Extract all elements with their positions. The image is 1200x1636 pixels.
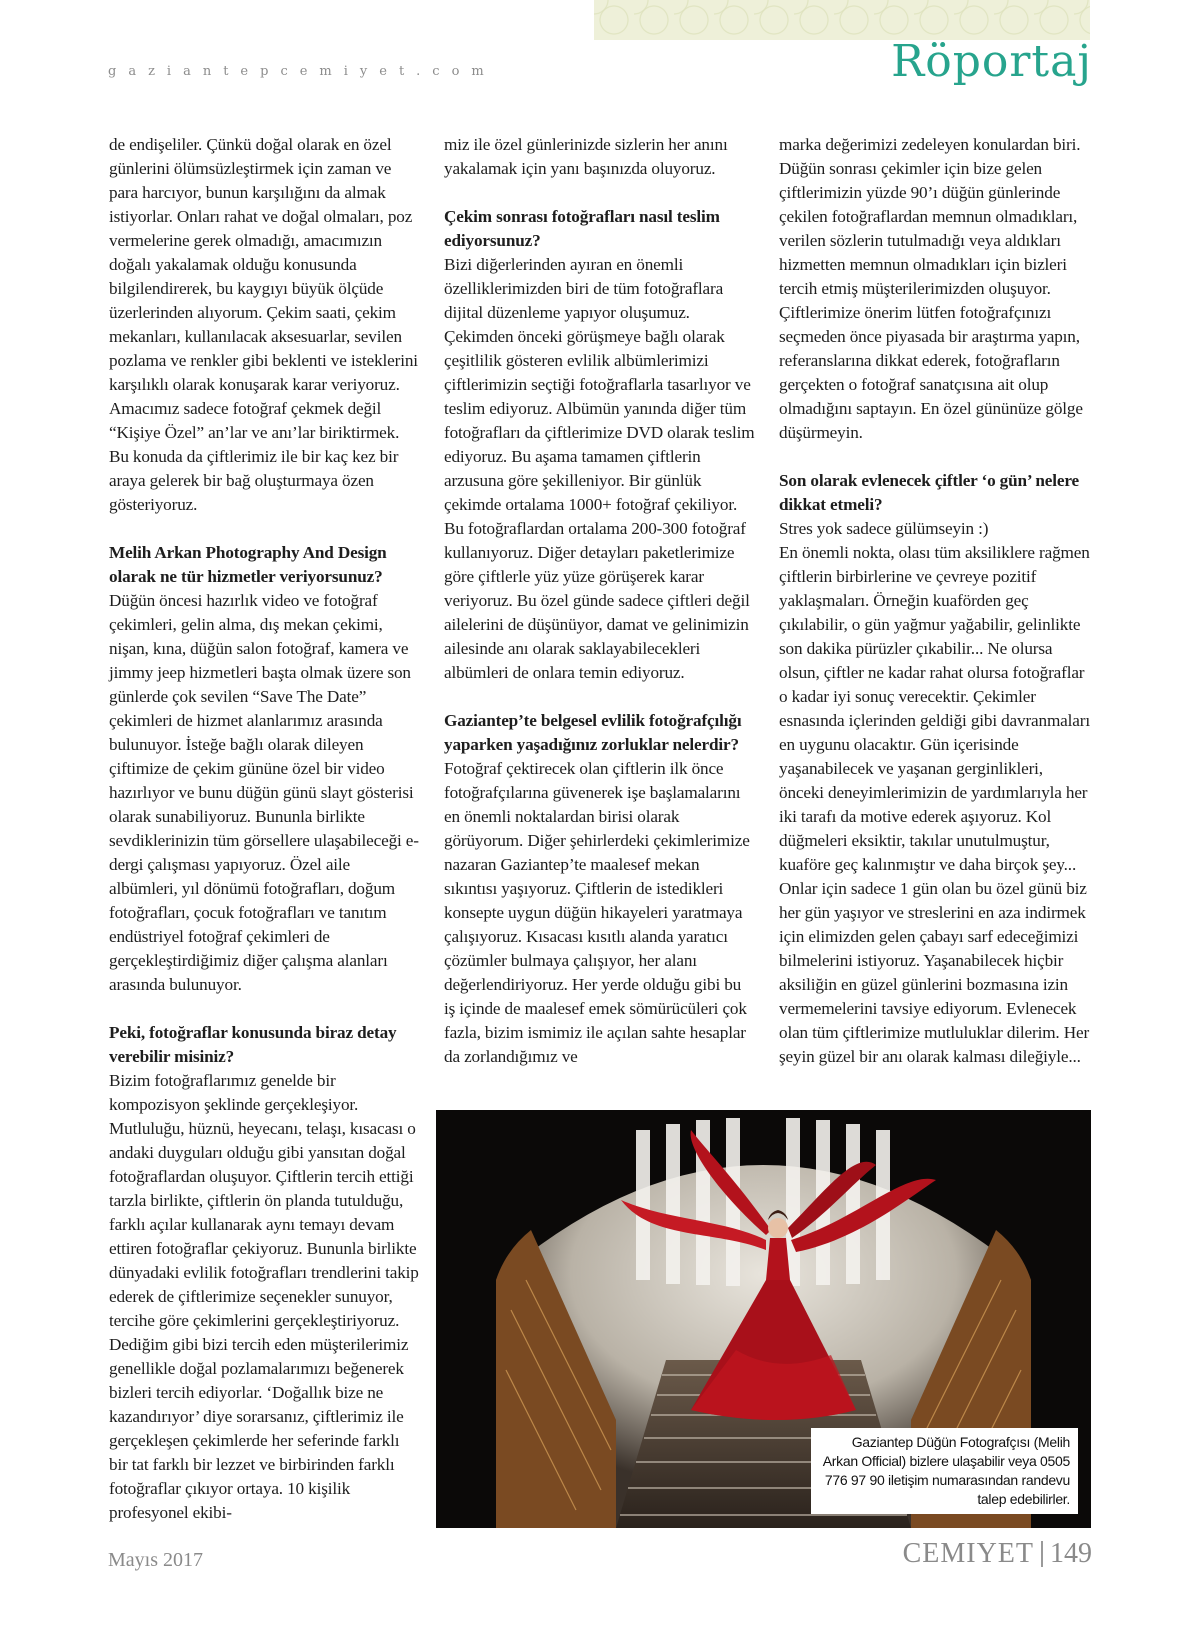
paragraph: Fotoğraf çektirecek olan çiftlerin ilk önce fotoğrafçılarına güvenerek işe başlamalarını en önemli noktalardan birisi olarak görüyorum. Diğer şehirlerdeki çekimlerimize nazaran Gaziantep’te maalesef mekan sıkıntısı yaşıyoruz. Çiftlerin de istedikleri konsepte uygun düğün hikayeleri yaratmaya çalışıyoruz. Kısacası kısıtlı alanda yaratıcı çözümler bulmaya çalışıyor, her alanı değerlendiriyoruz. Her yerde olduğu gibi bu iş içinde de maalesef emek sömürücüleri çok fazla, bizim ismimiz ile açılan sahte hesaplar da zorlandığımız ve xyxy=(444,759,750,1066)
paragraph: Stres yok sadece gülümseyin :) xyxy=(779,519,989,538)
footer-divider xyxy=(1041,1541,1043,1567)
paragraph: Bizim fotoğraflarımız genelde bir kompozisyon şeklinde gerçekleşiyor. Mutluluğu, hüznü, heyecanı, telaşı, kısacası o andaki duyguları olduğu gibi yansıtan doğal fotoğraflardan oluşuyor. Çiftlerin tercih ettiği tarzla birlikte, çiftlerin ön planda tutulduğu, farklı açılar kullanarak aynı temayı devam ettiren fotoğraflar çekiyoruz. Bununla birlikte dünyadaki evlilik fotoğrafları trendlerini takip ederek de çiftlerimize seçenekler sunuyor, tercihe göre çekimlerini gerçekleştiriyoruz. Dediğim gibi bizi tercih eden müşterilerimiz genellikle doğal pozlamalarımızı beğenerek bizleri tercih ediyorlar. ‘Doğallık bize ne kazandırıyor’ diye sorarsanız, çiftlerimiz ile gerçekleşen çekimlerde her seferinde farklı bir tat farklı bir lezzet ve birbirinden farklı fotoğraflar çıkıyor ortaya. 10 kişilik profesyonel ekibi- xyxy=(109,1071,419,1522)
section-title: Röportaj xyxy=(891,36,1092,87)
issue-date: Mayıs 2017 xyxy=(108,1549,203,1571)
site-url: gaziantepcemiyet.com xyxy=(108,64,496,79)
photo-caption: Gaziantep Düğün Fotografçısı (Melih Arkan Official) bizlere ulaşabilir veya 0505 776 97 90 iletişim numarasından randevu talep edebilirler. xyxy=(811,1428,1078,1514)
paragraph: marka değerimizi zedeleyen konulardan biri. Düğün sonrası çekimler için bize gelen çiftlerimizin yüzde 90’ı düğün günlerinde çekilen fotoğraflardan memnun olmadıkları, verilen sözlerin tutulmadığı veya aldıkları hizmetten memnun olmadıkları için bizleri tercih etmiş müşterilerimizden oluşuyor. Çiftlerimize önerim lütfen fotoğrafçınızı seçmeden önce piyasada bir araştırma yapın, referanslarına dikkat ederek, fotoğrafların gerçekten o fotoğraf sanatçısına ait olup olmadığını saptayın. En özel gününüze gölge düşürmeyin. xyxy=(779,135,1083,442)
paragraph: de endişeliler. Çünkü doğal olarak en özel günlerini ölümsüzleştirmek için zaman ve para harcıyor, bunun karşılığını da almak istiyorlar. Onları rahat ve doğal olmaları, poz vermelerine gerek olmadığı, amacımızın doğalı yakalamak olduğu konusunda bilgilendirerek, bu kaygıyı büyük ölçüde üzerlerinden alıyorum. Çekim saati, çekim mekanları, kullanılacak aksesuarlar, sevilen pozlama ve renkler gibi beklenti ve isteklerini karşılıklı olarak konuşarak karar veriyoruz. Amacımız sadece fotoğraf çekmek değil “Kişiye Özel” an’lar ve anı’lar biriktirmek. Bu konuda da çiftlerimiz ile bir kaç kez bir araya gelerek bir bağ oluşturmaya özen gösteriyoruz. xyxy=(109,135,418,514)
question-heading: Peki, fotoğraflar konusunda biraz detay verebilir misiniz? xyxy=(109,1023,397,1066)
question-heading: Son olarak evlenecek çiftler ‘o gün’ nelere dikkat etmeli? xyxy=(779,471,1080,514)
question-heading: Çekim sonrası fotoğrafları nasıl teslim ediyorsunuz? xyxy=(444,207,720,250)
page-number: 149 xyxy=(1050,1538,1092,1569)
paragraph: Düğün öncesi hazırlık video ve fotoğraf çekimleri, gelin alma, dış mekan çekimi, nişan, kına, düğün salon fotoğraf, kamera ve jimmy jeep hizmetleri başta olmak üzere son günlerde çok sevilen “Save The Date” çekimleri de hizmet alanlarımız arasında bulunuyor. İsteğe bağlı olarak dileyen çiftimize de çekim gününe özel bir video hazırlıyor ve bunu düğün günü slayt gösterisi olarak sunabiliyoruz. Bununla birlikte sevdiklerinizin tüm görsellere ulaşabileceği e-dergi çalışması yapıyoruz. Özel aile albümleri, yıl dönümü fotoğrafları, doğum fotoğrafları, çocuk fotoğrafları ve tanıtım endüstriyel fotoğraf çekimleri de gerçekleştirdiğimiz diğer çalışma alanları arasında bulunuyor. xyxy=(109,591,419,994)
wedding-photo xyxy=(436,1110,1091,1528)
question-heading: Melih Arkan Photography And Design olarak ne tür hizmetler veriyorsunuz? xyxy=(109,543,387,586)
paragraph: miz ile özel günlerinizde sizlerin her anını yakalamak için yanı başınızda oluyoruz. xyxy=(444,135,728,178)
article-column-2 xyxy=(444,133,756,1069)
paragraph: Bizi diğerlerinden ayıran en önemli özelliklerimizden biri de tüm fotoğraflara dijital düzenleme yapıyor oluşumuz. Çekimden önceki görüşmeye bağlı olarak çeşitlilik gösteren evlilik albümlerimizi çiftlerimizin seçtiği fotoğraflarla tasarlıyor ve teslim ediyoruz. Albümün yanında diğer tüm fotoğrafları da çiftlerimize DVD olarak teslim ediyoruz. Bu aşama tamamen çiftlerin arzusuna göre şekilleniyor. Bir günlük çekimde ortalama 1000+ fotoğraf çekiliyor. Bu fotoğraflardan ortalama 200-300 fotoğraf kullanıyoruz. Diğer detayları paketlerimize göre çiftlerle yüz yüze görüşerek karar veriyoruz. Bu özel günde sadece çiftleri değil ailelerini de düşünüyor, damat ve gelinimizin ailesinde anı olarak saklayabilecekleri albümleri de onlara temin ediyoruz. xyxy=(444,255,755,682)
question-heading: Gaziantep’te belgesel evlilik fotoğrafçılığı yaparken yaşadığınız zorluklar nelerdir? xyxy=(444,711,742,754)
article-column-3 xyxy=(779,133,1091,1069)
paragraph: En önemli nokta, olası tüm aksiliklere rağmen çiftlerin birbirlerine ve çevreye pozitif yaklaşmaları. Örneğin kuaförden geç çıkılabilir, o gün yağmur yağabilir, gelinlikte son dakika pürüzler çıkabilir... Ne olursa olsun, çiftler ne kadar rahat olursa fotoğraflar o kadar iyi sonuç verecektir. Çekimler esnasında içlerinden geldiği gibi davranmaları en uygunu olacaktır. Gün içerisinde yaşanabilecek ve yaşanan gerginlikleri, önceki deneyimlerimizin de yardımlarıyla her iki tarafı da motive ederek aşıyoruz. Kol düğmeleri eksiktir, takılar unutulmuştur, kuaföre geç kalınmıştır ve daha birçok şey... Onlar için sadece 1 gün olan bu özel günü biz her gün yaşıyor ve streslerini en aza indirmek için elimizden gelen çabayı sarf edeceğimizi bilmelerini istiyoruz. Yaşanabilecek hiçbir aksiliğin en güzel günlerini bozmasına izin vermemelerini tavsiye ediyorum. Evlenecek olan tüm çiftlerimize mutluluklar dilerim. Her şeyin güzel bir anı olarak kalması dileğiyle... xyxy=(779,543,1090,1066)
footer-branding xyxy=(903,1538,1092,1570)
magazine-brand: CEMIYET xyxy=(902,1538,1034,1569)
header-pattern-band xyxy=(594,0,1090,40)
article-column-1 xyxy=(109,133,421,1525)
